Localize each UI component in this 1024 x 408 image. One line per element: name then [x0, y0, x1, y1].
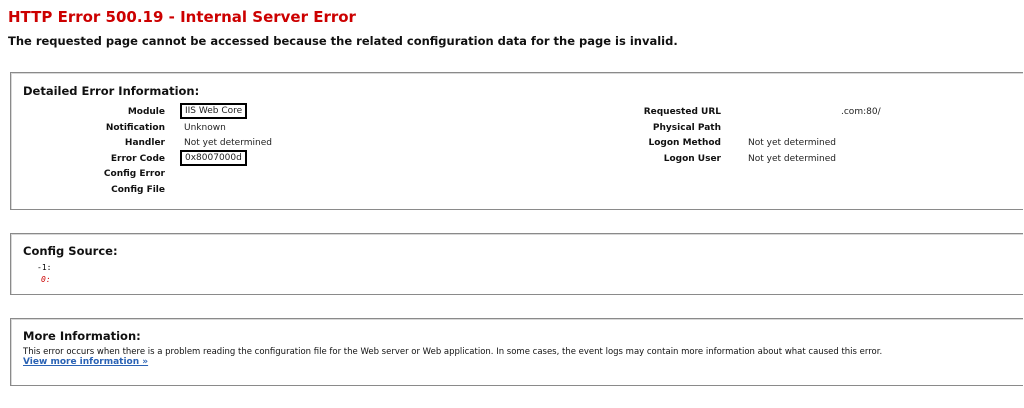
config-source-panel [10, 233, 1023, 295]
module-value: IIS Web Core [180, 103, 247, 119]
handler-label: Handler [124, 138, 165, 148]
physical-path-label: Physical Path [652, 123, 721, 133]
error-code-value: 0x8007000d [180, 150, 247, 166]
more-information-panel [10, 318, 1023, 386]
error-code-label: Error Code [110, 154, 165, 164]
config-file-label: Config File [111, 185, 165, 195]
logon-method-value: Not yet determined [748, 138, 836, 148]
detailed-error-heading: Detailed Error Information: [23, 84, 200, 98]
logon-user-value: Not yet determined [748, 154, 836, 164]
requested-url-label: Requested URL [643, 107, 721, 117]
config-source-line-0: 0: [41, 275, 51, 284]
requested-url-value: .com:80/ [841, 107, 881, 117]
notification-label: Notification [105, 123, 165, 133]
detailed-error-panel [10, 72, 1023, 210]
module-label: Module [127, 107, 165, 117]
view-more-information-link[interactable]: View more information » [23, 357, 149, 367]
page-title: HTTP Error 500.19 - Internal Server Error [8, 8, 356, 26]
config-source-heading: Config Source: [23, 244, 118, 258]
more-information-heading: More Information: [23, 329, 141, 343]
error-summary: The requested page cannot be accessed because the related configuration data for the page is invalid. [8, 34, 678, 48]
logon-method-label: Logon Method [648, 138, 721, 148]
notification-value: Unknown [184, 123, 226, 133]
config-error-label: Config Error [103, 169, 165, 179]
logon-user-label: Logon User [663, 154, 721, 164]
handler-value: Not yet determined [184, 138, 272, 148]
more-information-text: This error occurs when there is a problem reading the configuration file for the Web server or Web application. In some cases, the event logs may contain more information about what caused this error. [23, 347, 883, 357]
config-source-line-minus1: -1: [37, 263, 52, 272]
